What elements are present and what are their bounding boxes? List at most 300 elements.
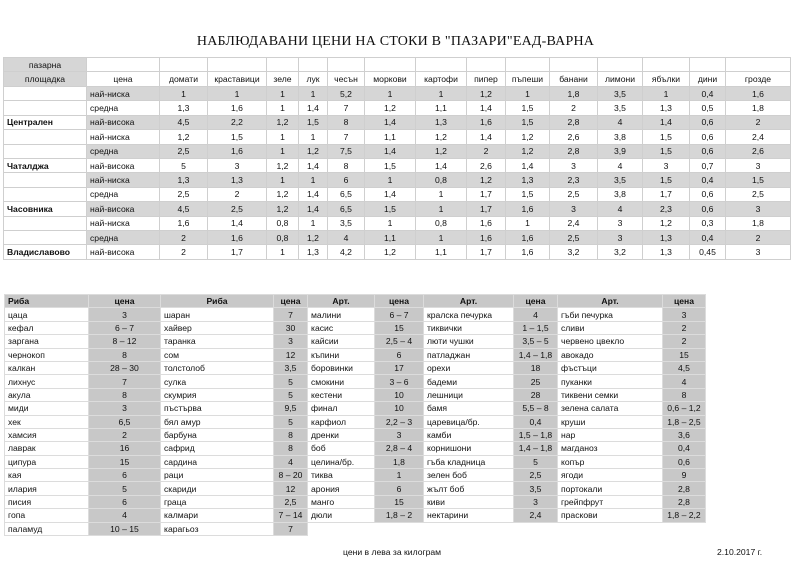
item-name: раци	[161, 469, 274, 482]
table-row	[4, 87, 791, 101]
price-cell: 1	[267, 144, 299, 158]
market-name: Централен	[4, 115, 87, 129]
price-cell: 2,5	[550, 230, 598, 244]
price-cell: 2,5	[514, 469, 558, 482]
price-cell: 1,2	[643, 216, 690, 230]
price-cell: 1	[365, 173, 416, 187]
price-cell: 4,5	[160, 202, 208, 216]
item-name: шаран	[161, 308, 274, 321]
header-spacer	[160, 58, 208, 72]
item-name: карфиол	[308, 415, 375, 428]
price-cell: 1,7	[467, 187, 506, 201]
item-name: паламуд	[5, 522, 89, 535]
price-cell: 2	[208, 187, 267, 201]
market-price-table	[3, 57, 791, 260]
price-cell: 1,8	[726, 101, 791, 115]
header-spacer	[365, 58, 416, 72]
price-cell: 7	[89, 375, 161, 388]
price-cell: 1,5	[299, 115, 328, 129]
item-name: ципура	[5, 455, 89, 468]
column-header: Арт.	[308, 295, 375, 308]
price-cell: 1	[416, 187, 467, 201]
price-cell: 1,5	[506, 187, 550, 201]
price-cell: 1,2	[160, 130, 208, 144]
item-name: пуканки	[558, 375, 663, 388]
item-name: бадеми	[424, 375, 514, 388]
price-cell: 28 – 30	[89, 361, 161, 374]
price-cell: 1,6	[160, 216, 208, 230]
price-cell: 1,2	[467, 173, 506, 187]
price-cell: 1,6	[208, 101, 267, 115]
price-cell: 1,6	[726, 87, 791, 101]
price-cell: 3	[663, 308, 706, 321]
table-row	[5, 402, 706, 415]
market-name	[4, 187, 87, 201]
price-cell: 3	[375, 428, 424, 441]
item-name: бамя	[424, 402, 514, 415]
price-cell: 3	[89, 402, 161, 415]
price-cell: 2,6	[726, 144, 791, 158]
price-cell: 1,7	[467, 202, 506, 216]
price-cell: 9	[663, 469, 706, 482]
price-cell: 1,8	[550, 87, 598, 101]
item-name: къпини	[308, 348, 375, 361]
report-date: 2.10.2017 г.	[717, 547, 763, 557]
column-header: Арт.	[424, 295, 514, 308]
price-cell: 1,2	[267, 202, 299, 216]
price-cell: 1,4	[299, 202, 328, 216]
header-spacer	[208, 58, 267, 72]
price-cell: 5,5 – 8	[514, 402, 558, 415]
price-cell: 7	[274, 522, 308, 535]
item-name: дренки	[308, 428, 375, 441]
price-cell: 1,4	[365, 115, 416, 129]
price-measure: най-ниска	[87, 87, 160, 101]
price-cell: 0,4	[690, 173, 726, 187]
price-cell: 2,8	[550, 144, 598, 158]
item-name: лихнус	[5, 375, 89, 388]
price-cell: 1,8 – 2	[375, 509, 424, 522]
column-header: цена	[514, 295, 558, 308]
item-name: хек	[5, 415, 89, 428]
price-cell: 2	[89, 428, 161, 441]
table-row	[4, 216, 791, 230]
price-cell: 1,3	[416, 115, 467, 129]
column-header: Риба	[5, 295, 89, 308]
price-cell: 4	[89, 509, 161, 522]
price-cell: 5	[89, 482, 161, 495]
item-name: смокини	[308, 375, 375, 388]
price-cell: 1,8 – 2,2	[663, 509, 706, 522]
price-cell: 0,3	[690, 216, 726, 230]
table-row	[4, 130, 791, 144]
column-header: пипер	[467, 72, 506, 87]
price-cell: 6	[328, 173, 365, 187]
price-cell: 0,5	[690, 101, 726, 115]
header-market-line1: пазарна	[4, 58, 87, 72]
table-row	[5, 321, 706, 334]
price-cell: 1,4	[643, 115, 690, 129]
item-name: царевица/бр.	[424, 415, 514, 428]
price-cell: 3	[550, 202, 598, 216]
item-name: целина/бр.	[308, 455, 375, 468]
price-cell: 3	[89, 308, 161, 321]
price-cell: 6	[375, 348, 424, 361]
price-cell: 7	[328, 130, 365, 144]
item-name: зелен боб	[424, 469, 514, 482]
item-name: жълт боб	[424, 482, 514, 495]
item-name: сардина	[161, 455, 274, 468]
market-name	[4, 144, 87, 158]
price-cell: 2,5	[160, 144, 208, 158]
item-name: касис	[308, 321, 375, 334]
item-name: патладжан	[424, 348, 514, 361]
price-measure: най-ниска	[87, 130, 160, 144]
item-name: финал	[308, 402, 375, 415]
price-measure: средна	[87, 230, 160, 244]
table-header-row	[5, 295, 706, 308]
empty-cell	[308, 522, 375, 535]
price-cell: 12	[274, 482, 308, 495]
item-name: люти чушки	[424, 335, 514, 348]
table-row	[5, 495, 706, 508]
column-header: цена	[274, 295, 308, 308]
price-cell: 1,6	[506, 202, 550, 216]
header-spacer	[726, 58, 791, 72]
price-cell: 2,8	[663, 495, 706, 508]
price-cell: 2,5	[726, 187, 791, 201]
item-name: граца	[161, 495, 274, 508]
price-cell: 2	[726, 115, 791, 129]
price-cell: 1,5	[643, 130, 690, 144]
item-name: скумрия	[161, 388, 274, 401]
price-cell: 1,7	[643, 187, 690, 201]
price-cell: 2,4	[550, 216, 598, 230]
price-cell: 3,6	[663, 428, 706, 441]
header-spacer	[690, 58, 726, 72]
price-cell: 3,9	[598, 144, 643, 158]
table-row	[5, 455, 706, 468]
price-measure: най-висока	[87, 202, 160, 216]
item-name: зелена салата	[558, 402, 663, 415]
price-cell: 7	[274, 308, 308, 321]
table-row	[4, 230, 791, 244]
price-cell: 5	[160, 158, 208, 172]
price-cell: 3,2	[598, 245, 643, 259]
price-cell: 8	[328, 158, 365, 172]
price-cell: 15	[663, 348, 706, 361]
price-cell: 5	[274, 388, 308, 401]
market-name: Владиславово	[4, 245, 87, 259]
price-cell: 1,3	[643, 101, 690, 115]
item-name: арония	[308, 482, 375, 495]
item-name: цаца	[5, 308, 89, 321]
table-row	[4, 115, 791, 129]
column-header: цена	[89, 295, 161, 308]
item-name: кралска печурка	[424, 308, 514, 321]
price-cell: 1,4	[208, 216, 267, 230]
header-spacer	[506, 58, 550, 72]
column-header: банани	[550, 72, 598, 87]
column-header: лимони	[598, 72, 643, 87]
item-name: боб	[308, 442, 375, 455]
table-row	[4, 202, 791, 216]
column-header: краставици	[208, 72, 267, 87]
price-cell: 3 – 6	[375, 375, 424, 388]
price-cell: 15	[375, 495, 424, 508]
price-cell: 1,1	[416, 101, 467, 115]
item-name: таранка	[161, 335, 274, 348]
price-cell: 1,4	[467, 101, 506, 115]
price-cell: 1	[267, 130, 299, 144]
item-name: хайвер	[161, 321, 274, 334]
price-cell: 1,5	[643, 173, 690, 187]
price-cell: 1,8	[375, 455, 424, 468]
header-spacer	[550, 58, 598, 72]
price-cell: 1	[365, 87, 416, 101]
price-cell: 1,7	[467, 245, 506, 259]
header-spacer	[598, 58, 643, 72]
item-name: бял амур	[161, 415, 274, 428]
item-name: заргана	[5, 335, 89, 348]
price-cell: 1,4 – 1,8	[514, 442, 558, 455]
price-cell: 7,5	[328, 144, 365, 158]
price-cell: 0,6	[690, 144, 726, 158]
item-name: гопа	[5, 509, 89, 522]
price-cell: 25	[514, 375, 558, 388]
price-cell: 10 – 15	[89, 522, 161, 535]
price-cell: 0,4	[690, 87, 726, 101]
table-row	[5, 335, 706, 348]
page-title: НАБЛЮДАВАНИ ЦЕНИ НА СТОКИ В "ПАЗАРИ"ЕАД-ВАРНА	[196, 34, 595, 49]
price-cell: 4	[328, 230, 365, 244]
table-row	[5, 308, 706, 321]
column-header: пъпеши	[506, 72, 550, 87]
price-cell: 4	[514, 308, 558, 321]
item-name: кефал	[5, 321, 89, 334]
column-header: лук	[299, 72, 328, 87]
price-cell: 1,4	[416, 158, 467, 172]
price-cell: 15	[375, 321, 424, 334]
price-cell: 1,5	[726, 173, 791, 187]
price-cell: 1	[267, 87, 299, 101]
price-cell: 1,4	[299, 101, 328, 115]
item-name: манго	[308, 495, 375, 508]
item-name: писия	[5, 495, 89, 508]
price-cell: 1	[416, 87, 467, 101]
price-cell: 1	[299, 173, 328, 187]
table-row	[4, 245, 791, 259]
item-name: акула	[5, 388, 89, 401]
price-cell: 2	[663, 321, 706, 334]
price-cell: 0,6	[690, 130, 726, 144]
item-name: малини	[308, 308, 375, 321]
price-cell: 1,5	[506, 115, 550, 129]
price-cell: 3,5 – 5	[514, 335, 558, 348]
column-header: цена	[663, 295, 706, 308]
price-cell: 1 – 1,5	[514, 321, 558, 334]
table-row	[5, 509, 706, 522]
price-cell: 9,5	[274, 402, 308, 415]
empty-cell	[424, 522, 514, 535]
price-cell: 3,8	[598, 187, 643, 201]
item-name: камби	[424, 428, 514, 441]
column-header: моркови	[365, 72, 416, 87]
price-cell: 1,3	[208, 173, 267, 187]
column-header: грозде	[726, 72, 791, 87]
price-cell: 0,6	[663, 455, 706, 468]
price-cell: 1,4	[365, 144, 416, 158]
price-cell: 0,6	[690, 115, 726, 129]
market-name	[4, 216, 87, 230]
price-cell: 0,7	[690, 158, 726, 172]
item-name: миди	[5, 402, 89, 415]
price-cell: 2	[160, 230, 208, 244]
goods-price-table	[4, 294, 706, 536]
price-cell: 8	[89, 348, 161, 361]
price-cell: 1,1	[365, 130, 416, 144]
price-cell: 1,6	[467, 216, 506, 230]
price-cell: 3	[598, 230, 643, 244]
price-cell: 1	[416, 202, 467, 216]
column-header: дини	[690, 72, 726, 87]
item-name: калмари	[161, 509, 274, 522]
table-row	[5, 442, 706, 455]
price-measure: най-висока	[87, 245, 160, 259]
item-name: калкан	[5, 361, 89, 374]
price-cell: 2,5	[550, 187, 598, 201]
price-cell: 3	[550, 158, 598, 172]
price-cell: 0,6	[690, 202, 726, 216]
header-spacer	[299, 58, 328, 72]
price-cell: 6,5	[328, 187, 365, 201]
column-header: цена	[87, 72, 160, 87]
item-name: дюли	[308, 509, 375, 522]
item-name: кая	[5, 469, 89, 482]
price-measure: средна	[87, 101, 160, 115]
price-cell: 7	[328, 101, 365, 115]
item-name: сом	[161, 348, 274, 361]
price-cell: 28	[514, 388, 558, 401]
price-cell: 2,5 – 4	[375, 335, 424, 348]
price-cell: 1	[299, 130, 328, 144]
price-cell: 1	[160, 87, 208, 101]
price-cell: 2,5	[274, 495, 308, 508]
price-cell: 1,3	[643, 245, 690, 259]
price-cell: 1	[208, 87, 267, 101]
price-cell: 1,5	[365, 158, 416, 172]
table-header-row	[4, 72, 791, 87]
price-cell: 1,2	[299, 230, 328, 244]
price-cell: 6	[375, 482, 424, 495]
price-cell: 1,6	[208, 144, 267, 158]
price-cell: 1,4	[299, 158, 328, 172]
item-name: кайсии	[308, 335, 375, 348]
market-name	[4, 130, 87, 144]
price-cell: 4	[598, 158, 643, 172]
price-cell: 1,2	[506, 144, 550, 158]
price-cell: 1,6	[467, 230, 506, 244]
price-measure: най-висока	[87, 115, 160, 129]
column-header: Арт.	[558, 295, 663, 308]
price-cell: 2	[726, 230, 791, 244]
item-name: праскови	[558, 509, 663, 522]
price-cell: 1	[267, 245, 299, 259]
item-name: илария	[5, 482, 89, 495]
price-cell: 1,2	[467, 87, 506, 101]
price-cell: 3,5	[598, 87, 643, 101]
item-name: боровинки	[308, 361, 375, 374]
price-cell: 8	[328, 115, 365, 129]
price-cell: 15	[89, 455, 161, 468]
price-cell: 1,3	[160, 101, 208, 115]
price-cell: 30	[274, 321, 308, 334]
empty-cell	[514, 522, 558, 535]
price-cell: 3	[726, 202, 791, 216]
column-header: цена	[375, 295, 424, 308]
item-name: портокали	[558, 482, 663, 495]
price-cell: 2,2	[208, 115, 267, 129]
price-cell: 2,8	[663, 482, 706, 495]
price-cell: 1,2	[267, 187, 299, 201]
item-name: ягоди	[558, 469, 663, 482]
price-cell: 5	[274, 375, 308, 388]
item-name: тиквички	[424, 321, 514, 334]
table-row	[5, 469, 706, 482]
item-name: карагьоз	[161, 522, 274, 535]
header-spacer	[87, 58, 160, 72]
price-cell: 1,3	[299, 245, 328, 259]
item-name: скариди	[161, 482, 274, 495]
item-name: сливи	[558, 321, 663, 334]
price-cell: 5	[514, 455, 558, 468]
price-cell: 1	[267, 101, 299, 115]
price-cell: 0,45	[690, 245, 726, 259]
item-name: сафрид	[161, 442, 274, 455]
price-cell: 6,5	[89, 415, 161, 428]
price-cell: 1,5	[365, 202, 416, 216]
table-row	[5, 482, 706, 495]
price-cell: 2,3	[643, 202, 690, 216]
price-cell: 0,8	[267, 216, 299, 230]
table-row	[4, 187, 791, 201]
price-cell: 1	[299, 87, 328, 101]
price-cell: 2,6	[550, 130, 598, 144]
price-cell: 16	[89, 442, 161, 455]
market-name	[4, 101, 87, 115]
item-name: орехи	[424, 361, 514, 374]
price-cell: 7 – 14	[274, 509, 308, 522]
table-row	[5, 428, 706, 441]
price-cell: 0,8	[416, 173, 467, 187]
price-cell: 1,3	[643, 230, 690, 244]
table-row	[4, 173, 791, 187]
price-cell: 1,2	[506, 130, 550, 144]
price-cell: 8	[274, 442, 308, 455]
item-name: сулка	[161, 375, 274, 388]
price-cell: 0,4	[690, 230, 726, 244]
item-name: чернокоп	[5, 348, 89, 361]
price-cell: 10	[375, 388, 424, 401]
price-cell: 6 – 7	[89, 321, 161, 334]
column-header: домати	[160, 72, 208, 87]
price-cell: 1,3	[160, 173, 208, 187]
price-measure: средна	[87, 187, 160, 201]
price-measure: средна	[87, 144, 160, 158]
price-cell: 6 – 7	[375, 308, 424, 321]
price-cell: 2	[160, 245, 208, 259]
price-cell: 1,2	[299, 144, 328, 158]
